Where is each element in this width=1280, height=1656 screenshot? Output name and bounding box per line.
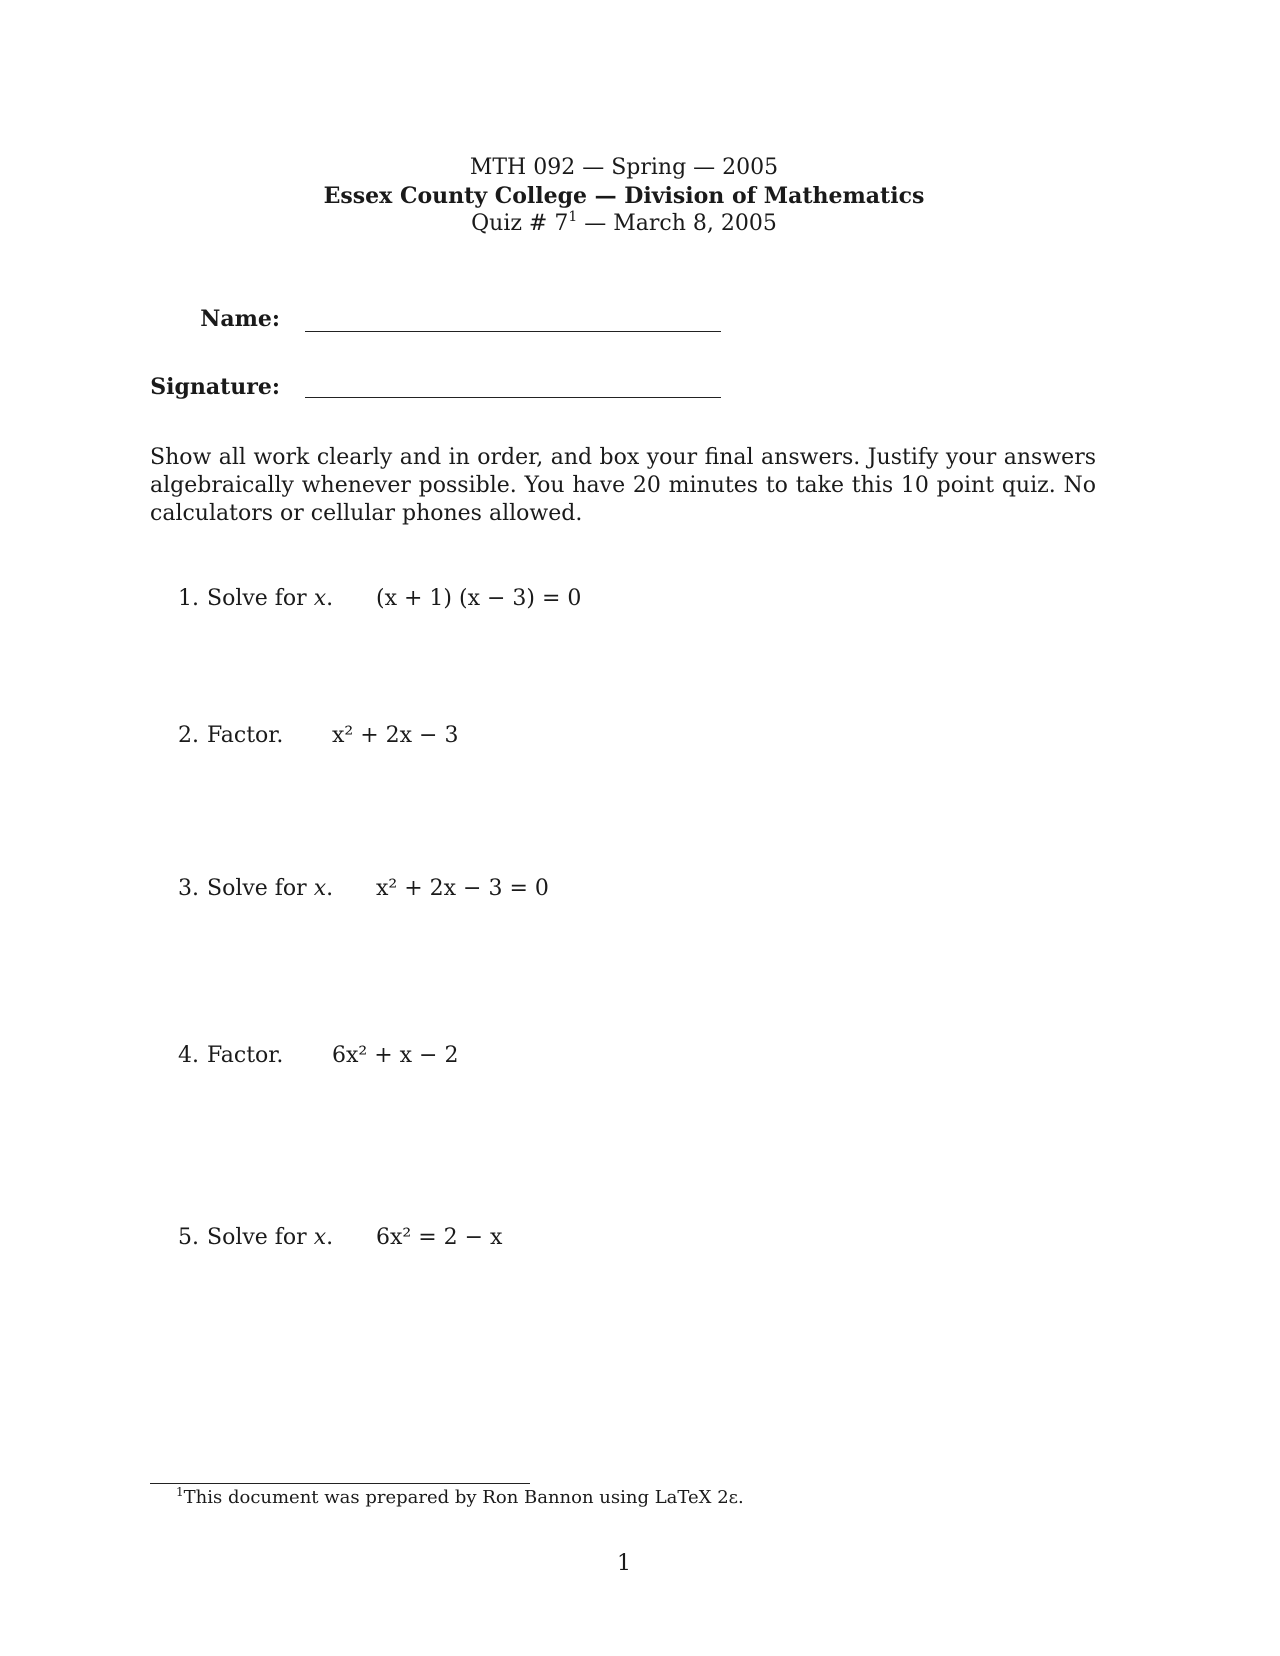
quiz-title-line (0, 210, 1248, 238)
signature-label: Signature: (150, 374, 280, 400)
footnote-marker: 1 (568, 209, 578, 225)
question-prompt: Solve for x. (207, 586, 334, 611)
signature-line[interactable] (305, 397, 721, 398)
question-prompt: Factor. (207, 723, 284, 748)
question-prompt: Solve for x. (207, 876, 334, 901)
question-expression: (x + 1) (x − 3) = 0 (376, 586, 582, 611)
name-line[interactable] (305, 331, 721, 332)
quiz-date: — March 8, 2005 (577, 211, 777, 236)
question-number: 4. (178, 1043, 199, 1068)
question-number: 3. (178, 876, 199, 901)
question-expression: 6x² + x − 2 (332, 1043, 459, 1068)
instructions: Show all work clearly and in order, and box your final answers. Justify your answers algebraically whenever possible. You have 20 minutes to take this 10 point quiz. No calculators or cellular phones allowed. (150, 445, 1096, 526)
college-line: Essex County College — Division of Mathematics (323, 183, 925, 209)
question-prompt: Factor. (207, 1043, 284, 1068)
footnote-rule (150, 1483, 530, 1484)
question-expression: x² + 2x − 3 (332, 723, 459, 748)
question-expression: 6x² = 2 − x (376, 1225, 503, 1250)
question-prompt: Solve for x. (207, 1225, 334, 1250)
question-number: 2. (178, 723, 199, 748)
quiz-title: Quiz # 7 (471, 211, 569, 236)
question-number: 1. (178, 586, 199, 611)
course-line: MTH 092 — Spring — 2005 (469, 155, 779, 180)
page-number: 1 (617, 1551, 631, 1576)
name-label: Name: (200, 306, 280, 332)
footnote: $^1$This document was prepared by Ron Bannon using LaTeX 2ε. (176, 1485, 744, 1508)
question-number: 5. (178, 1225, 199, 1250)
question-expression: x² + 2x − 3 = 0 (376, 876, 549, 901)
